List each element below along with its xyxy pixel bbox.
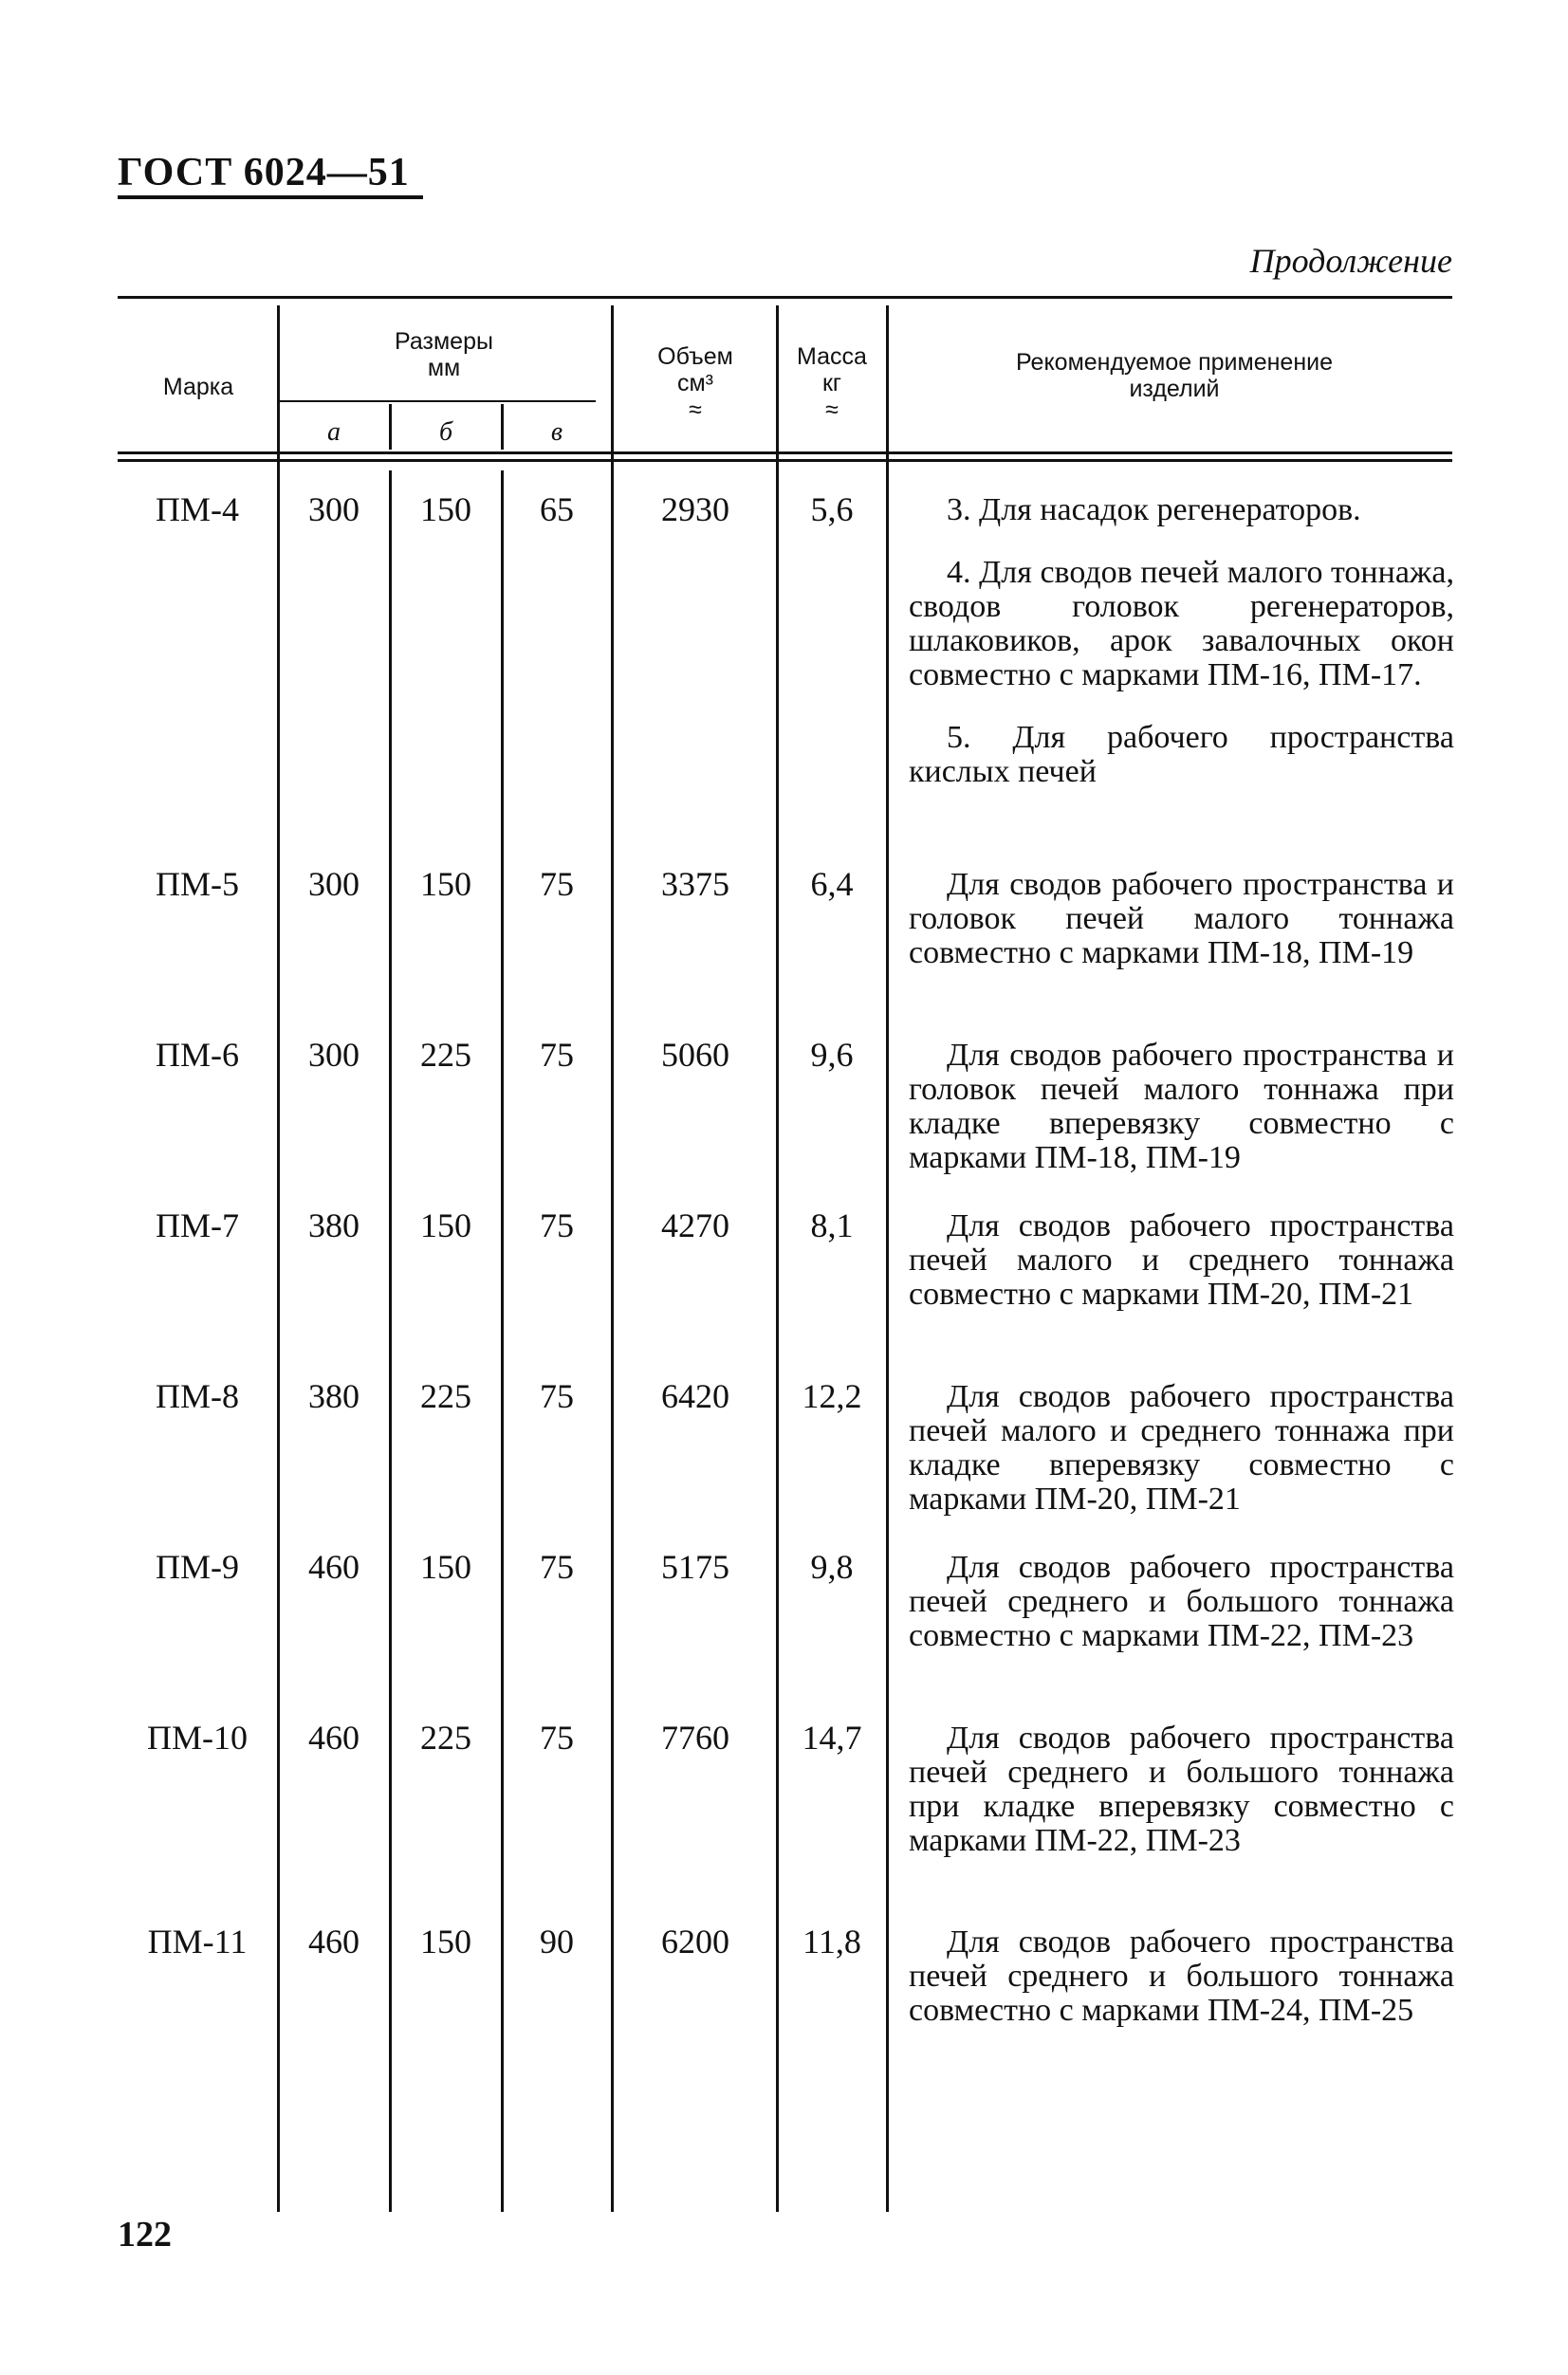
cell-usage xyxy=(909,1721,1454,1858)
header-dim-b: б xyxy=(438,417,453,447)
cell-mark: ПМ-11 xyxy=(147,1923,248,1961)
cell-usage xyxy=(909,868,1454,970)
title-underline xyxy=(118,195,423,199)
header-dimensions-unit: мм xyxy=(427,355,461,381)
cell-usage xyxy=(909,1039,1454,1175)
cell-b: 225 xyxy=(420,1377,471,1415)
header-bottom-rule-1 xyxy=(118,451,1452,454)
cell-a: 300 xyxy=(308,865,360,903)
cell-mark: ПМ-5 xyxy=(156,865,239,903)
usage-paragraph: 4. Для сводов печей малого тоннажа, сводов головок регенераторов, шлаковиков, арок завалочных окон совместно с марками ПМ-16, ПМ-17. xyxy=(909,555,1454,692)
header-dim-a: а xyxy=(327,417,341,447)
col-divider-mark xyxy=(277,305,280,2212)
cell-c: 90 xyxy=(540,1923,574,1961)
cell-mass: 12,2 xyxy=(802,1377,862,1415)
col-divider-dims xyxy=(611,305,614,2212)
cell-c: 75 xyxy=(540,865,574,903)
cell-mass: 11,8 xyxy=(802,1923,861,1961)
cell-mass: 9,6 xyxy=(810,1036,854,1074)
cell-b: 150 xyxy=(420,1923,471,1961)
cell-a: 380 xyxy=(308,1206,360,1244)
header-mass-unit: кг xyxy=(821,370,842,396)
cell-mark: ПМ-6 xyxy=(156,1036,239,1074)
cell-mass: 9,8 xyxy=(810,1548,854,1586)
cell-mark: ПМ-4 xyxy=(156,490,239,528)
cell-c: 75 xyxy=(540,1548,574,1586)
cell-volume: 5175 xyxy=(661,1548,729,1586)
header-mass: Масса xyxy=(797,343,867,370)
col-divider-a-body xyxy=(389,470,392,2212)
usage-paragraph: Для сводов рабочего пространства и головок печей малого тоннажа при кладке вперевязку совместно с марками ПМ-18, ПМ-19 xyxy=(909,1038,1454,1175)
cell-volume: 6420 xyxy=(661,1377,729,1415)
header-usage-line2: изделий xyxy=(1129,376,1220,402)
cell-mark: ПМ-10 xyxy=(147,1719,248,1757)
usage-paragraph: Для сводов рабочего пространства печей среднего и большого тоннажа совместно с марками ПМ-24, ПМ-25 xyxy=(909,1924,1454,2028)
usage-paragraph: 3. Для насадок регенераторов. xyxy=(947,492,1361,527)
cell-b: 150 xyxy=(420,1548,471,1586)
cell-usage xyxy=(909,1551,1454,1653)
cell-volume: 2930 xyxy=(661,490,729,528)
cell-usage xyxy=(909,493,1454,789)
usage-paragraph: Для сводов рабочего пространства печей малого и среднего тоннажа при кладке вперевязку совместно с марками ПМ-20, ПМ-21 xyxy=(909,1379,1454,1517)
table-top-rule xyxy=(118,296,1452,299)
cell-b: 150 xyxy=(420,865,471,903)
header-volume-unit: см³ xyxy=(676,370,713,396)
cell-usage xyxy=(909,1209,1454,1312)
col-divider-b xyxy=(501,404,504,450)
cell-volume: 7760 xyxy=(661,1719,729,1757)
standard-title: ГОСТ 6024—51 xyxy=(118,151,410,194)
cell-a: 460 xyxy=(308,1548,360,1586)
cell-c: 75 xyxy=(540,1206,574,1244)
cell-volume: 6200 xyxy=(661,1923,729,1961)
usage-paragraph: 5. Для рабочего пространства кислых печей xyxy=(909,720,1454,789)
col-divider-b-body xyxy=(501,470,504,2212)
cell-usage xyxy=(909,1380,1454,1517)
header-dimensions: Размеры xyxy=(395,328,493,355)
dimensions-subrule xyxy=(279,400,596,402)
cell-mass: 5,6 xyxy=(810,490,854,528)
col-divider-a xyxy=(389,404,392,450)
cell-b: 150 xyxy=(420,490,471,528)
cell-mass: 8,1 xyxy=(810,1206,854,1244)
cell-a: 460 xyxy=(308,1719,360,1757)
header-mass-approx: ≈ xyxy=(825,396,839,423)
cell-mark: ПМ-8 xyxy=(156,1377,239,1415)
header-bottom-rule-2 xyxy=(118,459,1452,462)
usage-paragraph: Для сводов рабочего пространства печей среднего и большого тоннажа при кладке вперевязку совместно с марками ПМ-22, ПМ-23 xyxy=(909,1721,1454,1858)
continuation-label: Продолжение xyxy=(1249,242,1452,280)
cell-b: 225 xyxy=(420,1036,471,1074)
cell-volume: 3375 xyxy=(661,865,729,903)
cell-c: 75 xyxy=(540,1719,574,1757)
header-usage-line1: Рекомендуемое применение xyxy=(1015,349,1334,376)
cell-mass: 14,7 xyxy=(802,1719,862,1757)
col-divider-mass xyxy=(886,305,889,2212)
cell-volume: 5060 xyxy=(661,1036,729,1074)
cell-a: 380 xyxy=(308,1377,360,1415)
cell-c: 65 xyxy=(540,490,574,528)
cell-mark: ПМ-9 xyxy=(156,1548,239,1586)
header-dim-c: в xyxy=(550,417,563,447)
col-divider-volume xyxy=(776,305,779,2212)
cell-a: 300 xyxy=(308,1036,360,1074)
usage-paragraph: Для сводов рабочего пространства и головок печей малого тоннажа совместно с марками ПМ-18, ПМ-19 xyxy=(909,867,1454,970)
cell-b: 225 xyxy=(420,1719,471,1757)
cell-mass: 6,4 xyxy=(810,865,854,903)
cell-a: 460 xyxy=(308,1923,360,1961)
cell-a: 300 xyxy=(308,490,360,528)
page-number: 122 xyxy=(118,2215,172,2255)
usage-paragraph: Для сводов рабочего пространства печей среднего и большого тоннажа совместно с марками ПМ-22, ПМ-23 xyxy=(909,1550,1454,1653)
cell-usage xyxy=(909,1925,1454,2028)
cell-mark: ПМ-7 xyxy=(156,1206,239,1244)
cell-c: 75 xyxy=(540,1036,574,1074)
header-volume-approx: ≈ xyxy=(689,396,702,423)
header-mark: Марка xyxy=(162,374,234,400)
cell-c: 75 xyxy=(540,1377,574,1415)
cell-volume: 4270 xyxy=(661,1206,729,1244)
header-volume: Объем xyxy=(657,343,733,370)
cell-b: 150 xyxy=(420,1206,471,1244)
usage-paragraph: Для сводов рабочего пространства печей малого и среднего тоннажа совместно с марками ПМ-20, ПМ-21 xyxy=(909,1208,1454,1312)
